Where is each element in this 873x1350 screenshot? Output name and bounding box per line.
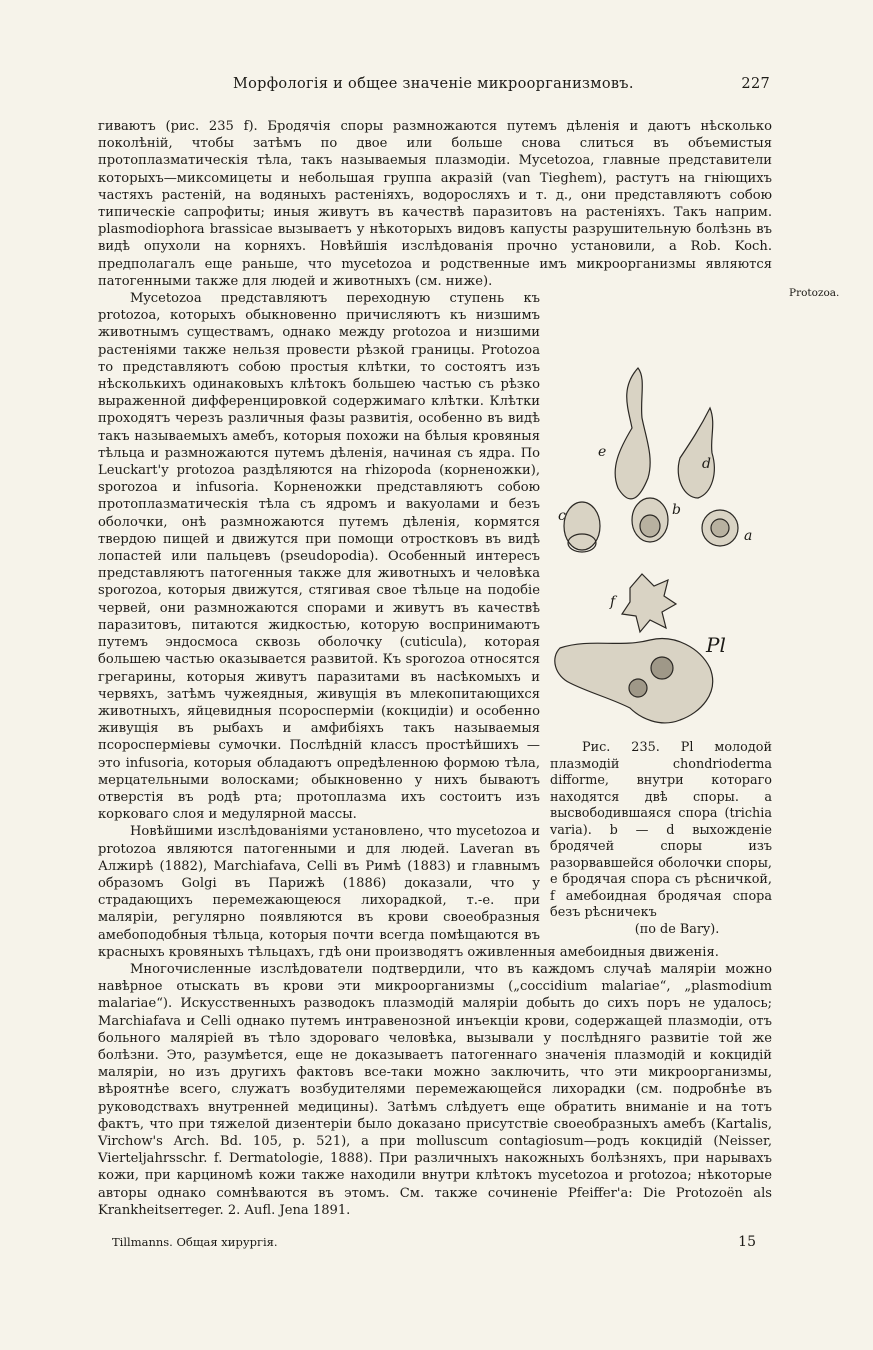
footer-sheet-number: 15 (738, 1234, 756, 1250)
label-d: d (702, 456, 711, 473)
paragraph-4: Многочисленные изслѣдователи подтвердили, что въ каждомъ случаѣ маляріи можно навѣрное отыскать въ крови эти микроорганизмы („coccidium malariae“, „plasmodium malariae“). Искусственныхъ разводокъ плазмодій маляріи добыть до сихъ поръ не удалось; Marchiafava и Celli однако путемъ интравенозной инъекціи крови, содержащей плазмодіи, отъ больного маляріей въ тѣло здороваго человѣка, вызывали у послѣдняго развитіе той же болѣзни. Это, разумѣется, еще не доказываетъ патогеннаго значенія плазмодій и кокцидій маляріи, но изъ другихъ фактовъ все-таки можно заключить, что эти микроорганизмы, вѣроятнѣе всего, служатъ возбудителями перемежающейся лихорадки (см. подробнѣе въ руководствахъ внутренней медицины). Затѣмъ слѣдуетъ еще обратить вниманіе и на тотъ фактъ, что при тяжелой дизентеріи было доказано присутствіе своеобразныхъ амебъ (Kartalis, Virchow's Arch. Bd. 105, p. 521), а при molluscum contagiosum—родъ кокцидій (Neisser, Vierteljahrsschr. f. Dermatologie, 1888). При различныхъ накожныхъ болѣзняхъ, при нарывахъ кожи, при карциномѣ кожи также находили внутри клѣтокъ mycetozoa и protozoa; нѣкоторые авторы однако сомнѣваются въ этомъ. См. также сочиненіе Pfeiffer'а: Die Protozoën als Krankheitserreger. 2. Aufl. Jena 1891. (98, 961, 772, 1218)
figure-illustration (550, 348, 772, 736)
page-footer (112, 1235, 770, 1255)
spore-d (678, 408, 714, 498)
label-f: f (610, 594, 616, 611)
paragraph-3: Новѣйшими изслѣдованіями установлено, что mycetozoa и protozoa являются патогенными и для людей. Laveran въ Алжирѣ (1882), Marchiafava, Celli въ Римѣ (1883) и главнымъ образомъ Golgi въ Парижѣ (1886) доказали, что у страдающихъ перемежающеюся лихорадкой, т.-е. при маляріи, регулярно появляются въ крови своеобразныя амебоподобныя тѣльца, которыя почти всегда помѣщаются въ красныхъ кровяныхъ тѣльцахъ, гдѣ они производятъ оживленныя амебоидныя движенія. (98, 824, 719, 960)
label-b: b (672, 502, 681, 519)
label-c: c (558, 508, 566, 525)
figure-235 (550, 348, 772, 938)
spore-f (622, 574, 676, 632)
figure-caption (550, 740, 772, 938)
label-a: a (744, 528, 753, 545)
label-pl: Pl (706, 633, 726, 658)
running-title: Морфологія и общее значеніе микроорганизмовъ. (233, 76, 634, 92)
label-e: e (598, 444, 607, 461)
main-text (98, 118, 772, 1219)
paragraph-2-text: Mycetozoa представляютъ переходную ступень къ protozoa, которыхъ обыкновенно причисляютъ къ низшимъ животнымъ существамъ, однако между protozoa и низшими растеніями также нельзя провести рѣзкой границы. Protozoa то представляютъ собою простыя клѣтки, то состоятъ изъ нѣсколькихъ одинаковыхъ клѣтокъ большею частью съ рѣзко выраженной дифференцировкой содержимаго клѣтки. Клѣтки проходятъ черезъ различныя фазы развитія, особенно въ видѣ такъ называемыхъ амебъ, которыя похожи на бѣлыя кровяныя тѣльца и размножаются путемъ дѣленія, начиная съ ядра. По Leuckart'у protozoa раздѣляются на rhizopoda (корненожки), sporozoa и infusoria. Корненожки представляютъ собою протоплазматическія тѣла съ ядромъ и вакуолами и безъ оболочки, онѣ размножаются путемъ дѣленія, кормятся твердою пищей и движутся при помощи отростковъ въ видѣ лопастей или пальцевъ (pseudopodia). Особенный интересъ представляютъ патогенныя также для животныхъ и человѣка sporozoa, которыя движутся, стягивая свое тѣльце на подобіе червей, они размножаются спорами и живутъ въ качествѣ паразитовъ, питаются жидкостью, которую воспринимаютъ путемъ эндосмоса сквозь оболочку (cuticula), которая большею частью оказывается развитой. Къ sporozoa относятся грегарины, которыя живутъ паразитами въ насѣкомыхъ и червяхъ, затѣмъ чужеядныя, живущія въ млекопитающихся животныхъ, яйцевидныя псоросперміи (кокцидіи) и особенно живущія въ рыбахъ и амфибіяхъ такъ называемыя псоросперміевы сумочки. Послѣдній классъ простѣйшихъ — это infusoria, которыя обладаютъ опредѣленною формою тѣла, мерцательными волосками; обыкновенно у нихъ бываютъ отверстія въ родѣ рта; протоплазма ихъ состоитъ изъ корковаго слоя и медулярной массы. (98, 291, 540, 823)
running-header (98, 76, 770, 98)
figure-caption-source: (по de Bary). (634, 921, 720, 937)
paragraph-1: гиваютъ (рис. 235 f). Бродячія споры размножаются путемъ дѣленія и даютъ нѣсколько поколѣній, чтобы затѣмъ по двое или больше снова слиться въ объемистыя протоплазматическія тѣла, такъ называемыя плазмодіи. Mycetozoa, главные представители которыхъ—миксомицеты и небольшая группа акразій (van Tieghem), растутъ на гніющихъ частяхъ растеній, на водяныхъ растеніяхъ, водоросляхъ и т. д., они представляютъ собою типическіе сапрофиты; иныя живутъ въ качествѣ паразитовъ на растеніяхъ. Такъ наприм. plasmodiophora brassicae вызываетъ у нѣкоторыхъ видовъ капусты разрушительную болѣзнь въ видѣ опухоли на корняхъ. Новѣйшія изслѣдованія прочно установили, а Rob. Koch. предполагалъ еще раньше, что mycetozoa и родственные имъ микроорганизмы являются патогенными также для людей и животныхъ (см. ниже). (98, 119, 772, 289)
figure-caption-text: Рис. 235. Pl молодой плазмодій chondrioderma difforme, внутри котораго находятся двѣ споры. a высвободившаяся спора (trichia varia). b — d выхожденіе бродячей споры изъ разорвавшейся оболочки споры, e бродячая спора съ рѣсничкой, f амебоидная бродячая спора безъ рѣсничекъ (550, 740, 772, 921)
spore-c (564, 502, 600, 550)
margin-note: Protozoa. (789, 287, 840, 299)
page-number: 227 (741, 76, 770, 92)
spore-e (615, 368, 650, 499)
footer-signature: Tillmanns. Общая хирургія. (112, 1235, 278, 1249)
